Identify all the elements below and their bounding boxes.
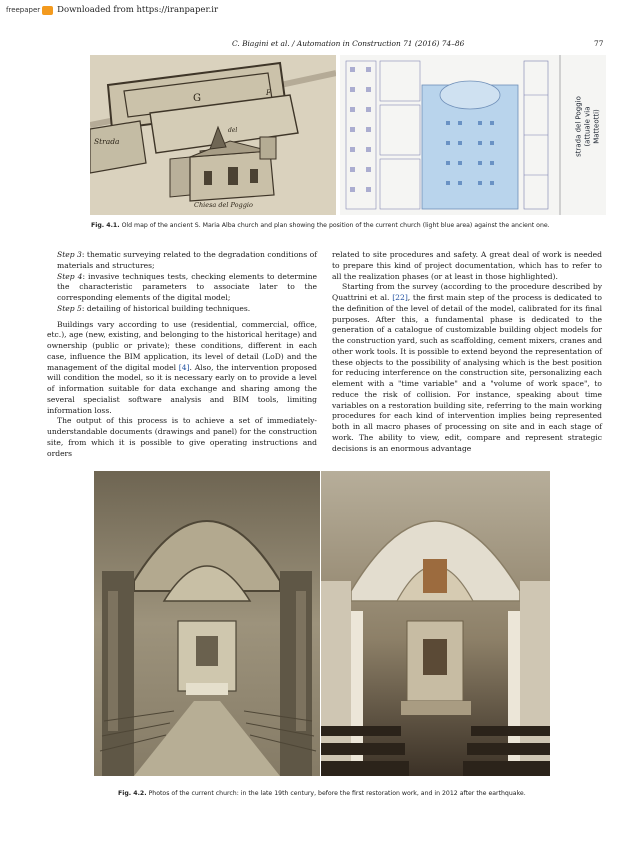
paragraph-text: , the first main step of the process is dedicated to the definition of the level of detail of the model, calibrated for its final purposes. After this, a fundamental phase is dedicated to the generation of a catalogue of customizable building object models for the construction yard, such as scaffolding, cement mixers, cranes and other work tools. It is possible to extend beyond the representation of these objects to the possibility of analysing which is the best position for reducing interference on the construction site, personalizing each element with a "time variable" and a "volume of work space", to reduce the risk of collision. For instance, speaking about time variables on a restoration building site, referring to the main working procedures for each kind of intervention implies being represented both in all macro phases of processing on site and in each stage of work. The ability to view, edit, compare and represent strategic decisions is an enormous advantage: [332, 293, 602, 453]
figure-4-1: [90, 55, 606, 215]
step-5-item: [47, 304, 317, 315]
step-3-text: : thematic surveying related to the degradation conditions of materials and structures;: [57, 250, 318, 270]
step-4-text: : invasive techniques tests, checking elements to determine the characteristic parameters to associate later to the corresponding elements of the digital model;: [57, 271, 318, 302]
plan-drawing: [340, 55, 606, 215]
map-label-church: Chiesa del Poggio: [194, 201, 253, 209]
figure-4-1-caption: [91, 222, 550, 229]
step-3-label: Step 3: [57, 250, 82, 259]
figure-4-2-label: Fig. 4.2.: [118, 790, 147, 797]
paragraph-text: . Also, the intervention proposed will condition the model, so it is necessary early on to provide a level of information suitable for data exchange and sharing among the several specialist software analysis and BIM tools, limiting information loss.: [47, 362, 317, 415]
figure-4-1-label: Fig. 4.1.: [91, 222, 120, 229]
left-column: [47, 250, 317, 459]
old-map-image: [90, 55, 336, 215]
step-4-item: [47, 272, 317, 304]
map-label-f: F: [266, 89, 271, 97]
step-5-text: : detailing of historical building techniques.: [81, 303, 251, 313]
step-4-label: Step 4: [57, 271, 83, 281]
map-label-strada: Strada: [94, 137, 120, 146]
figure-4-2-text: Photos of the current church: in the late 19th century, before the first restoration work, and in 2012 after the earthquake.: [148, 790, 526, 797]
page-number: 77: [594, 39, 604, 48]
map-label-g: G: [193, 93, 201, 104]
figure-4-1-text: Old map of the ancient S. Maria Alba church and plan showing the position of the current church (light blue area) against the ancient one.: [121, 222, 550, 229]
site-logo[interactable]: [6, 6, 53, 15]
plan-street-label: [575, 91, 602, 163]
citation-link-4[interactable]: [4]: [178, 362, 190, 372]
citation-link-22[interactable]: [22]: [392, 293, 408, 302]
map-label-del: del: [228, 127, 238, 134]
download-source-link[interactable]: Downloaded from https://iranpaper.ir: [57, 5, 219, 15]
paragraph-text: Buildings vary according to use (residential, commercial, office, etc.), age (new, existing, and belonging to the historical heritage) and ownership (public or private); these conditions, different in each case, influence the BIM application, its level of detail (LoD) and the management of the digital model: [47, 319, 317, 372]
journal-citation: C. Biagini et al. / Automation in Construction 71 (2016) 74–86: [232, 39, 465, 48]
body-paragraph: [332, 282, 602, 454]
plan-street-name: strada del Poggio: [574, 96, 583, 157]
historic-church-photo: [94, 471, 320, 776]
step-3-item: [47, 250, 317, 272]
figure-4-2-caption: [118, 790, 526, 797]
modern-interior-drawing: [321, 471, 550, 776]
historic-interior-drawing: [94, 471, 320, 776]
right-column: [332, 250, 602, 454]
logo-icon: [42, 6, 53, 15]
modern-church-photo: [321, 471, 550, 776]
body-paragraph: [47, 320, 317, 417]
download-banner: [6, 4, 218, 16]
paragraph-text: Starting from the survey (according to the procedure described by Quattrini et al.: [332, 282, 602, 302]
body-paragraph: The output of this process is to achieve a set of immediately-understandable documents (drawings and panel) for the construction site, from which it is possible to give operating instructions and orders: [47, 416, 317, 458]
old-map-drawing: [90, 55, 336, 215]
step-5-label: Step 5: [57, 303, 82, 313]
logo-text: freepaper: [6, 6, 41, 14]
church-plan-image: [340, 55, 606, 215]
plan-street-current: (attuale via Matteotti): [583, 106, 601, 147]
body-paragraph: related to site procedures and safety. A great deal of work is needed to prepare this kind of project documentation, which has to refer to all the realization phases (or at least in those highlighted).: [332, 250, 602, 281]
